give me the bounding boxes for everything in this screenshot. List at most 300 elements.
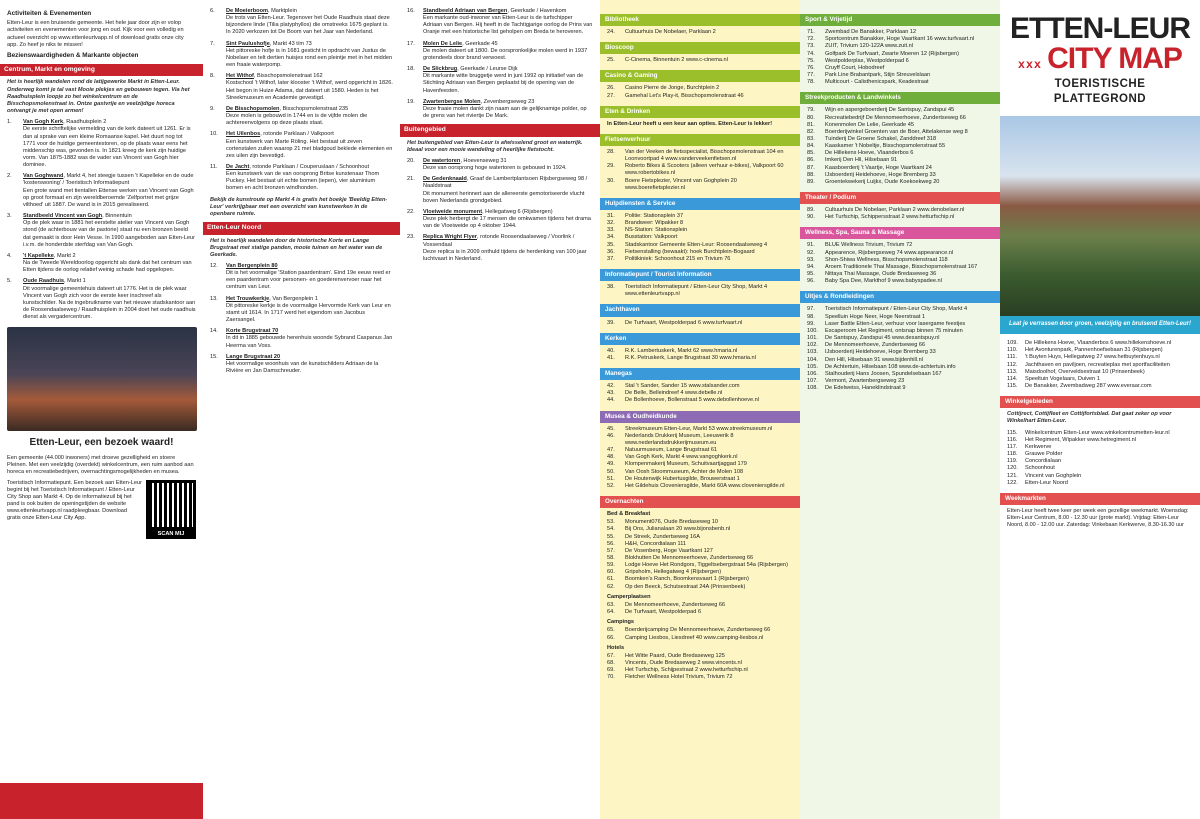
list-item [607,220,793,227]
item-text: Vincents, Oude Bredaseweg 2 www.vincents.nl [625,660,742,666]
sights-entries-c [407,8,593,120]
list-item [807,72,993,79]
entry-text: In dit in 1885 gebouwde herenhuis woonde Sybrand Caspanus Jan Heerma van Voss. [226,335,393,349]
item-number: 26. [607,85,615,92]
entry-body [226,328,393,349]
list-item [607,635,793,642]
entry-title: Het Uilenbos [226,131,261,138]
item-number: 47. [607,447,615,454]
item-text: Boerderijwinkel Groenten van de Boer, Attelakense weg 8 [825,128,968,135]
item-number: 45. [607,425,615,432]
item-text: Shon-Shiwa Wellness, Bisschopsmolenstraat 118 [825,256,948,263]
entry-number: 13. [210,295,218,302]
item-text: Toeristisch Informatiepunt / Etten-Leur City Shop, Markt 4 [825,306,968,313]
list-item [607,234,793,241]
entry-heading [423,234,593,248]
item-number: 104. [807,356,818,363]
entry-title: De Gedenknaald [423,176,467,183]
sights-entries-b [210,263,393,375]
entry-text: Op de plek waar in 1881 het eerstelte atelier van Vincent van Gogh stond (de achterbouw van de pastorie) staat nu een bronzen beeld dat gemaakt is door Hein Vesse. In 1990 aangeboden aan Etten-Leur i.v.m. de honderdste sterfdag van Van Gogh. [23,220,195,248]
item-text: Busstation: Valkpoort [625,234,678,241]
item-number: 65. [607,627,615,634]
item-number: 115. [1007,429,1018,436]
item-number: 68. [607,660,615,666]
list-item [607,320,793,327]
item-text: H&H, Concordialaan 111 [625,540,687,547]
entry-address: , Graaf de Lambertplantsoen Rijsbergseweg 98 / Naaldstraat [423,176,588,190]
list-item [1007,458,1193,465]
list-item [807,321,993,328]
entry-heading [226,73,393,80]
item-number: 58. [607,554,615,561]
item-text: Speeltuin Vogelaars, Duiven 1 [1025,375,1100,382]
item-text: De Streek, Zundertseweg 16A [625,533,700,540]
list-item [1007,383,1193,390]
category-header: Jachthaven [600,304,800,316]
column-4 [600,0,800,819]
category-header: Streekproducten & Landwinkels [800,92,1000,104]
entry-number: 22. [407,208,415,215]
item-number: 117. [1007,443,1018,450]
sight-entry [7,173,196,209]
item-number: 90. [807,214,815,221]
item-number: 34. [607,234,615,241]
sight-entry [407,41,593,62]
item-text: Boere Fietsplezier, Vincent van Goghplein 20 www.boerefietsplezier.nl [625,177,737,191]
item-text: Politikiniek: Schoonhout 215 en Trivium 76 [625,255,731,262]
item-text: Roberto Bikes & Scooters (alleen verhuur e-bikes), Valkpoort 60 www.robertobikes.nl [625,163,784,177]
category-header: Uitjes & Rondleidingen [800,291,1000,303]
entry-body [226,354,393,375]
item-number: 25. [607,57,615,64]
item-text: Sportcentrum Banakker, Hoge Vaartkant 16 www.turfvaart.nl [825,36,975,43]
entry-number: 5. [7,278,12,285]
entry-number: 7. [210,40,215,47]
logo-line-1: ETTEN-LEUR [1010,12,1190,45]
category-header: Bibliotheek [600,14,800,26]
list-item [807,342,993,349]
item-text: Op den Beeck, Schutsestraat 24A (Prinsenbeek) [625,583,746,590]
entry-text: Deze plek herbergt de 17 mensen die omkwamen tijdens het drama van de Vloeiweide op 4 oktober 1944. [423,216,591,230]
list-item [807,242,993,249]
qr-code-icon[interactable] [146,480,196,530]
item-text: Lodge Hoeve Het Rondgors, Tiggeltsebergstraat 54a (Rijsbergen) [625,562,788,569]
item-text: Van der Veeken de fietsspecialist, Bisschopsmolenstraat 104 en Loonvoortpad 4 www.vanderveekenfietsen.nl [625,149,784,163]
entry-text: De trots van Etten-Leur. Tegenover het Oude Raadhuis staat deze bijzondere linde (Tilia platyphyllos) die omstreeks 1675 geplant is. In 2020 verkozen tot De Boom van het Jaar van Nederland. [226,15,390,36]
item-text: Cultuurhuis De Nobelaer, Parklaan 2 www.denobelaer.nl [825,207,965,214]
category-header: Overnachten [600,496,800,508]
item-number: 60. [607,569,615,576]
list-item [807,122,993,129]
sight-entry [210,263,393,292]
entry-body [423,66,593,95]
entry-title: Standbeeld Adriaan van Bergen [423,8,508,14]
entry-body [23,173,196,209]
entry-text: Het pittoreske hofje is in 1681 gesticht in opdracht van Justus de Nobelaer en telt dertien huisjes rond een pleintje met in het midden een fraaie waterpomp. [226,47,393,69]
item-number: 35. [607,241,615,248]
list-item [807,58,993,65]
item-number: 118. [1007,451,1018,458]
activities-title: Activiteiten & Evenementen [7,10,92,17]
item-number: 106. [807,370,818,377]
entry-address: , Markt 1 [64,278,86,285]
kunstroute-note: Bekijk de kunstroute op Markt 4 is gratis het boekje 'Beeldig Etten-Leur' verkrijgbaar met een overzicht van kunstwerken in de openbare ruimte. [210,196,388,217]
entry-heading [423,158,593,165]
list-item [607,627,793,634]
item-number: 93. [807,256,815,263]
item-number: 64. [607,609,615,616]
sight-entry [7,213,196,249]
category-header: Informatiepunt / Tourist Information [600,269,800,281]
item-number: 111. [1007,354,1018,361]
column-2 [203,0,400,819]
item-number: 55. [607,533,615,540]
item-text: De Vosenberg, Hoge Vaartkant 127 [625,547,713,554]
list-item [607,397,793,404]
list-item [1007,340,1193,347]
column-1 [0,0,203,819]
entry-text: Een markante oud-inwoner van Etten-Leur is de turfschipper Adriaan van Bergen. Hij heeft in de Tachtigjarige oorlog de Prins van Oranje met een historische list geholpen om Breda te heroveren. [423,15,593,36]
item-text: Het Avonturenpark, Pannenhoefsebaan 31 (Rijsbergen) [1025,347,1163,354]
item-number: 52. [607,482,615,489]
item-number: 109. [1007,340,1018,347]
entry-text: Dit pittoreske kerkje is de voormalige Hervormde Kerk van Leur en stamt uit 1614. In 1717 werd het eigendom van Jacobus Zaersangel. [226,302,391,324]
item-number: 122. [1007,479,1018,486]
item-number: 63. [607,601,615,608]
entry-body [226,263,393,292]
entry-text: Na de Tweede Wereldoorlog opgericht als dank dat het centrum van Etten tijdens de oorlog relatief weinig schade had opgelopen. [23,260,192,274]
list-item [807,129,993,136]
item-text: Stal 't Sander, Sander 15 www.stalsander.com [625,383,740,390]
sight-entry [7,253,196,274]
entry-title: Vloeiweide monument [423,208,483,215]
item-text: Bij Ons, Julianalaan 20 www.bijonsbenb.nl [625,526,731,533]
item-text: Kaaskamer 't Nobeltje, Bisschopsmolenstraat 55 [825,143,946,150]
list-item [607,602,793,609]
item-number: 67. [607,652,615,659]
item-number: 61. [607,576,615,583]
list-item [807,172,993,179]
item-number: 115. [1007,383,1018,390]
item-text: Boomken's Ranch, Boomkensvaart 1 (Rijsbergen) [625,576,749,583]
entry-text: Deze replica is in 2009 onthuld tijdens de herdenking van 100 jaar luchtvaart in Nederland. [423,248,587,262]
entry-body [226,106,393,127]
list-item [1007,369,1193,376]
entry-title: Sint Paulushofje [226,40,270,47]
list-item [607,213,793,220]
item-number: 85. [807,150,815,157]
list-item [807,335,993,342]
slogan-banner: Laat je verrassen door groen, veelzijdig en bruisend Etten-Leur! [1000,316,1200,334]
castle-hero-photo [1000,116,1200,316]
list-item [807,214,993,221]
item-number: 103. [807,349,818,356]
item-number: 70. [607,674,615,681]
list-item [607,390,793,397]
item-text: Concordialaan [1025,458,1062,465]
item-number: 57. [607,547,615,554]
noord-section-header: Etten-Leur Noord [203,222,400,234]
entry-address: , Geerkade 45 [462,40,498,47]
item-number: 51. [607,475,615,482]
item-text: Imkerij Den Hil, Hilsebaan 91 [825,157,898,164]
logo-city-map: CITY MAP [1047,42,1182,75]
list-item [807,29,993,36]
entry-body [226,296,393,325]
list-item [1007,480,1193,487]
column-5 [800,0,1000,819]
item-text: De Turfvaart, Westpolderpad 6 www.turfvaart.nl [625,319,743,326]
entry-title: Korte Brugstraat 70 [226,328,279,335]
item-text: Het Witte Paard, Oude Bredaseweg 125 [625,652,725,659]
list-item [607,348,793,355]
entry-number: 16. [407,8,415,14]
list-item [1007,347,1193,354]
list-item [807,257,993,264]
item-text: Stalhouderij Hans Joosen, Spundelsebaan 167 [825,370,942,377]
item-text: C-Cinema, Binnentuin 2 www.c-cinema.nl [625,57,728,64]
entry-text: Dit markante witte bruggetje werd in juni 1992 op initiatief van de Stichting Adriaan van Bergen geplaatst bij de opening van de Havenfeesten. [423,73,584,94]
list-item [807,107,993,114]
list-item [1007,473,1193,480]
category-header: Fietsenverhuur [600,134,800,146]
entry-number: 8. [210,73,215,80]
footer-bar [0,783,203,819]
entry-number: 1. [7,119,12,126]
list-item [807,364,993,371]
entry-heading [23,213,196,220]
item-number: 96. [807,278,815,285]
entry-address: , Markt 43 t/m 73 [269,40,312,47]
entry-address: , Markt 4, het steegje tussen 't Kapelleke en de oude 'kosterswoning' / Toeristisch Informatiepunt [23,173,194,187]
listing-groups-4 [607,14,793,681]
item-number: 29. [607,163,615,170]
list-item [807,157,993,164]
item-number: 79. [807,107,815,114]
item-number: 98. [807,313,815,320]
entry-text: Een kunstwerk van de van oorsprong Britse kunstenaar Thom Puckey. Het bestaat uit echte bomen (iepen), vier aluminium bomen en acht bronzen windhonden. [226,171,380,192]
entry-address: , Zevenbergseweg 23 [480,98,535,105]
item-number: 86. [807,157,815,164]
item-text: Winkelcentrum Etten-Leur www.winkelcentrumetten-leur.nl [1025,429,1170,436]
entry-title: Het Trouwkerkje [226,295,270,302]
item-number: 105. [807,363,818,370]
entry-body [423,209,593,230]
list-item [607,569,793,576]
sight-entry [407,158,593,172]
listing-groups-5 [807,14,993,392]
item-text: Brandweer: Wipakker 8 [625,220,684,227]
list-item [607,227,793,234]
city-map-logo [1007,8,1193,106]
item-text: Tuinderij De Groene Schakel, Zanddreef 318 [825,135,937,142]
entry-heading [23,253,196,260]
item-number: 40. [607,347,615,354]
entry-heading [423,209,593,216]
entry-heading [226,164,393,171]
item-text: Schoonhout [1025,465,1055,472]
uitjes-continued [1007,340,1193,390]
entry-body [226,41,393,70]
entry-address: , Binnentuin [102,213,132,220]
item-number: 32. [607,220,615,227]
item-number: 107. [807,378,818,385]
list-item [1007,451,1193,458]
sight-entry [210,8,393,37]
list-item [1007,376,1193,383]
item-text: Fletcher Wellness Hotel Trivium, Trivium 72 [625,674,733,681]
item-text: De Hillekens Hoeve, Vlaanderbos 6 www.hillekenshoeve.nl [1025,340,1172,347]
item-text: Camping Liesbos, Liesdreef 40 www.camping-liesbos.nl [625,634,764,641]
entry-body [423,234,593,263]
item-text: Cruyff Court, Hobodreef [825,64,885,71]
item-text: Boerderijcamping De Mennomeerhoeve, Zundertseweg 66 [625,627,771,634]
entry-address: , Marktplein [267,8,297,14]
entry-heading [23,173,196,187]
list-item [607,541,793,548]
list-item [807,136,993,143]
entry-address: , Geerkade / Leurse Dijk [457,66,518,73]
entry-address: , Hellegatweg 6 (Rijsbergen) [482,208,553,215]
list-item [807,349,993,356]
item-text: Etten-Leur Noord [1025,479,1068,486]
list-item [607,519,793,526]
item-text: Westpolderplas, Westpolderpad 6 [825,57,909,64]
entry-text: Dit voormalige gemeentehuis dateert uit 1776. Het is de plek waar Vincent van Gogh zich voor de eerste keer inschreef als kunstschilder. Na de ingebruikname van het nieuwe stadskantoor aan de Roosendaalseweg / Raadhuisplein in 2004 doet het oude raadhuis dienst als vergadercentrum. [23,285,196,321]
item-number: 83. [807,135,815,142]
item-text: Fietsenstalling (bewaakt): hoek Burchtplein-Bogaard [625,248,755,255]
item-text: IJsboerderij Heidehoeve, Hoge Bremberg 33 [825,349,936,356]
sight-entry [210,41,393,70]
entry-text: Een kunstwerk van Marte Röling. Het bestaat uit zeven cortenstalen zuilen waarop 21 met bladgoud beklede elementen en zes uilen zijn bevestigd. [226,138,393,159]
list-item [807,143,993,150]
list-subheading: Bed & Breakfast [607,511,651,518]
entry-body [423,158,593,172]
item-text: Konenmolen De Lelie, Geerkade 45 [825,121,914,128]
item-number: 91. [807,242,815,249]
entry-address: , Van Bergenplein 1 [269,295,318,302]
sight-entry [210,106,393,127]
info-text: Toeristisch Informatiepunt. Een bezoek aan Etten-Leur begint bij het Toeristisch Informatiepunt / Etten-Leur City Shop aan Markt 4. Op de informatiezuil bij het pand is ook buiten de openingstijden de website www.ettenleurtvapp.nl raadpleegbaar. Download gratis onze Etten-Leur City App. [7,479,142,522]
list-item [1007,465,1193,472]
entry-heading [226,328,393,335]
list-subheading: Campings [607,619,635,626]
list-item [607,383,793,390]
entry-heading [423,99,593,106]
list-item [607,653,793,660]
list-item [807,165,993,172]
category-header: Musea & Oudheidkunde [600,411,800,423]
entry-address: , Geerkade / Havenkom [507,8,567,14]
item-text: Grauwe Polder [1025,451,1063,458]
category-header: Bioscoop [600,42,800,54]
item-text: Escaperoom Het Regiment, ontsnap binnen 75 minuten [825,327,963,334]
list-item [1007,362,1193,369]
entry-text: Het voormalige woonhuis van de kunstschilders Adriaan de la Rivière en Jan Damschreuder. [226,360,379,374]
entry-number: 9. [210,105,215,112]
list-item [807,378,993,385]
market-text: Etten-Leur heeft twee keer per week een gezellige weekmarkt. Woensdag: Etten-Leur Centrum, 8.00 - 12.30 uur (grote markt). Vrijdag: Etten-Leur Noord, 8.00 - 12.00 uur. Zaterdag: Vinkebaan Kerkwerve, 8.30-16.30 uur [1007,507,1189,528]
item-number: 38. [607,284,615,291]
entry-title: Lange Brugstraat 20 [226,353,281,360]
list-item [607,609,793,616]
entry-body [226,8,393,37]
item-text: Klompenmakerij Museum, Schuitvaartjaggad 179 [625,461,747,468]
list-item [607,433,793,447]
list-item [807,385,993,392]
item-text: Het Regiment, Wipakker www.hetregiment.nl [1025,436,1136,443]
item-text: R.K. Lambertuskerk, Markt 62 www.hmaria.nl [625,347,738,354]
sight-entry [210,164,393,193]
list-item [807,264,993,271]
item-text: Het Gildehuis Cloveniersgilde, Markt 60A www.cloveniersgilde.nl [625,482,785,489]
item-number: 75. [807,57,815,64]
list-item [807,43,993,50]
list-item [807,65,993,72]
item-text: Recreatiebedrijf De Mennomeerhoeve, Zundertseweg 66 [825,114,966,121]
list-item [607,555,793,562]
item-number: 89. [807,178,815,185]
item-text: Kaasboerderij 't Vaartje, Hoge Vaartkant 24 [825,164,932,171]
item-number: 30. [607,177,615,184]
column-3 [400,0,600,819]
item-number: 76. [807,64,815,71]
item-number: 69. [607,667,615,674]
list-item [807,271,993,278]
entry-address: , Bisschopsmolenstraat 235 [279,105,349,112]
entry-address: , rotonde Parklaan / Couperuslaan / Schoonhout [249,163,370,170]
list-item [607,85,793,92]
sight-entry [407,66,593,95]
entry-title: Van Gogh Kerk [23,119,64,126]
entry-address: , Hoevenseweg 31 [460,157,507,164]
item-text: Nederlands Drukkerij Museum, Leeuwerik 8 www.nederlandsdrukkerijmuseum.eu [625,432,734,446]
item-number: 82. [807,128,815,135]
item-text: NS-Station: Stationsplein [625,227,688,234]
item-number: 114. [1007,375,1018,382]
logo-x-marks: x x x [1018,57,1040,71]
item-text: De Santspuy, Zandspui 45 www.desantspuy.nl [825,335,940,342]
buitengebied-intro: Het buitengebied van Etten-Leur is afwisselend groot en waterrijk. Ideaal voor een mooie wandeling of heerlijke fietstocht. [407,139,583,153]
item-number: 112. [1007,361,1018,368]
item-number: 36. [607,248,615,255]
entry-heading [423,176,593,190]
item-number: 89. [807,207,815,214]
entry-number: 14. [210,328,218,335]
entry-address: , Markt 2 [53,252,76,259]
shopping-intro: Cottijrect, Cottijfleet en Cottijfortsblad. Dat gaat zeker op voor Winkelhart Etten-Leur. [1007,411,1172,425]
list-subheading: Hotels [607,644,625,651]
item-text: Baby Spa Dee, Markthof 9 www.babyspadee.nl [825,278,942,285]
item-number: 37. [607,255,615,262]
list-item [807,150,993,157]
list-item [607,576,793,583]
item-number: 56. [607,540,615,547]
list-item [1007,354,1193,361]
item-text: Gamehal Let's Play-it, Bisschopsmolenstraat 46 [625,92,744,99]
sight-entry [210,354,393,375]
entry-title: De Slickbrug [423,66,458,73]
item-text: Jachthaven en paviljoen, recreatieplas met sportfaciliteiten [1025,361,1170,368]
item-text: IJsboerderij Heidehoeve, Hoge Bremberg 33 [825,171,936,178]
item-number: 31. [607,213,615,219]
entry-text: Kostschool 't Withof, later klooster 't Withof, werd opgericht in 1826. Het begon in Huize Adama, dat dateert uit 1580. Heden is het Streekmuseum en Academie gevestigd. [226,80,393,101]
item-number: 110. [1007,347,1018,354]
list-item [607,29,793,36]
item-number: 88. [807,171,815,178]
list-item [1007,437,1193,444]
item-number: 43. [607,390,615,397]
